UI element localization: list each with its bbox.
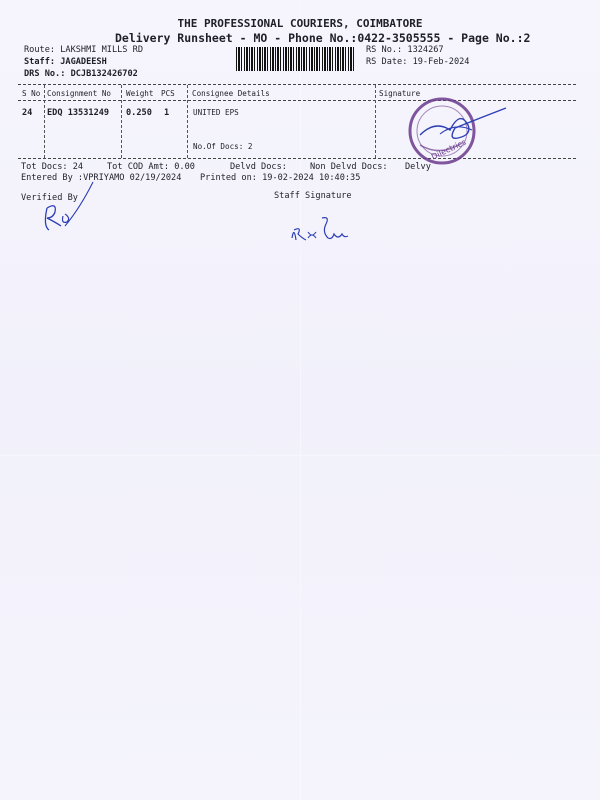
- total-cod-amount: Tot COD Amt: 0.00: [107, 162, 195, 172]
- non-delivered-docs: Non Delvd Docs:: [310, 162, 388, 172]
- stamp-text: Dilectrics: [429, 137, 468, 162]
- staff-signature-label: Staff Signature: [274, 191, 352, 201]
- header-consignee: Consignee Details: [192, 89, 270, 98]
- row-consignee: UNITED EPS: [193, 108, 239, 117]
- header-weight: Weight: [126, 89, 154, 98]
- rs-date: RS Date: 19-Feb-2024: [366, 57, 470, 67]
- receiver-signature: [410, 100, 510, 145]
- row-weight: 0.250: [126, 108, 152, 118]
- delivered-docs: Delvd Docs:: [230, 162, 287, 172]
- col-divider: [375, 85, 376, 158]
- barcode: [236, 47, 354, 71]
- col-divider: [121, 85, 122, 158]
- row-pcs: 1: [164, 108, 170, 118]
- table-top-rule: [18, 84, 576, 85]
- rs-number: RS No.: 1324267: [366, 45, 444, 55]
- staff-signature: [288, 212, 358, 247]
- col-divider: [187, 85, 188, 158]
- delivery-label: Delvy: [405, 162, 431, 172]
- header-signature: Signature: [379, 89, 421, 98]
- total-docs: Tot Docs: 24: [21, 162, 84, 172]
- header-sno: S No: [22, 89, 41, 98]
- verifier-signature: [35, 178, 105, 238]
- runsheet-subtitle: Delivery Runsheet - MO - Phone No.:0422-3505555 - Page No.:2: [115, 31, 531, 45]
- header-pcs: PCS: [161, 89, 175, 98]
- col-divider: [44, 85, 45, 158]
- header-consignment: Consignment No: [47, 89, 112, 98]
- printed-on: Printed on: 19-02-2024 10:40:35: [200, 173, 361, 183]
- row-consignment: EDQ 13531249: [47, 108, 110, 118]
- row-sno: 24: [22, 108, 33, 118]
- route-label: Route: LAKSHMI MILLS RD: [24, 45, 143, 55]
- drs-number: DRS No.: DCJB132426702: [24, 69, 138, 79]
- paper-crease: [300, 0, 301, 800]
- row-docs: No.Of Docs: 2: [193, 142, 253, 151]
- entered-by: Entered By :VPRIYAMO 02/19/2024: [21, 173, 182, 183]
- staff-label: Staff: JAGADEESH: [24, 57, 107, 67]
- company-title: THE PROFESSIONAL COURIERS, COIMBATORE: [177, 17, 423, 30]
- verified-by-label: Verified By: [21, 193, 78, 203]
